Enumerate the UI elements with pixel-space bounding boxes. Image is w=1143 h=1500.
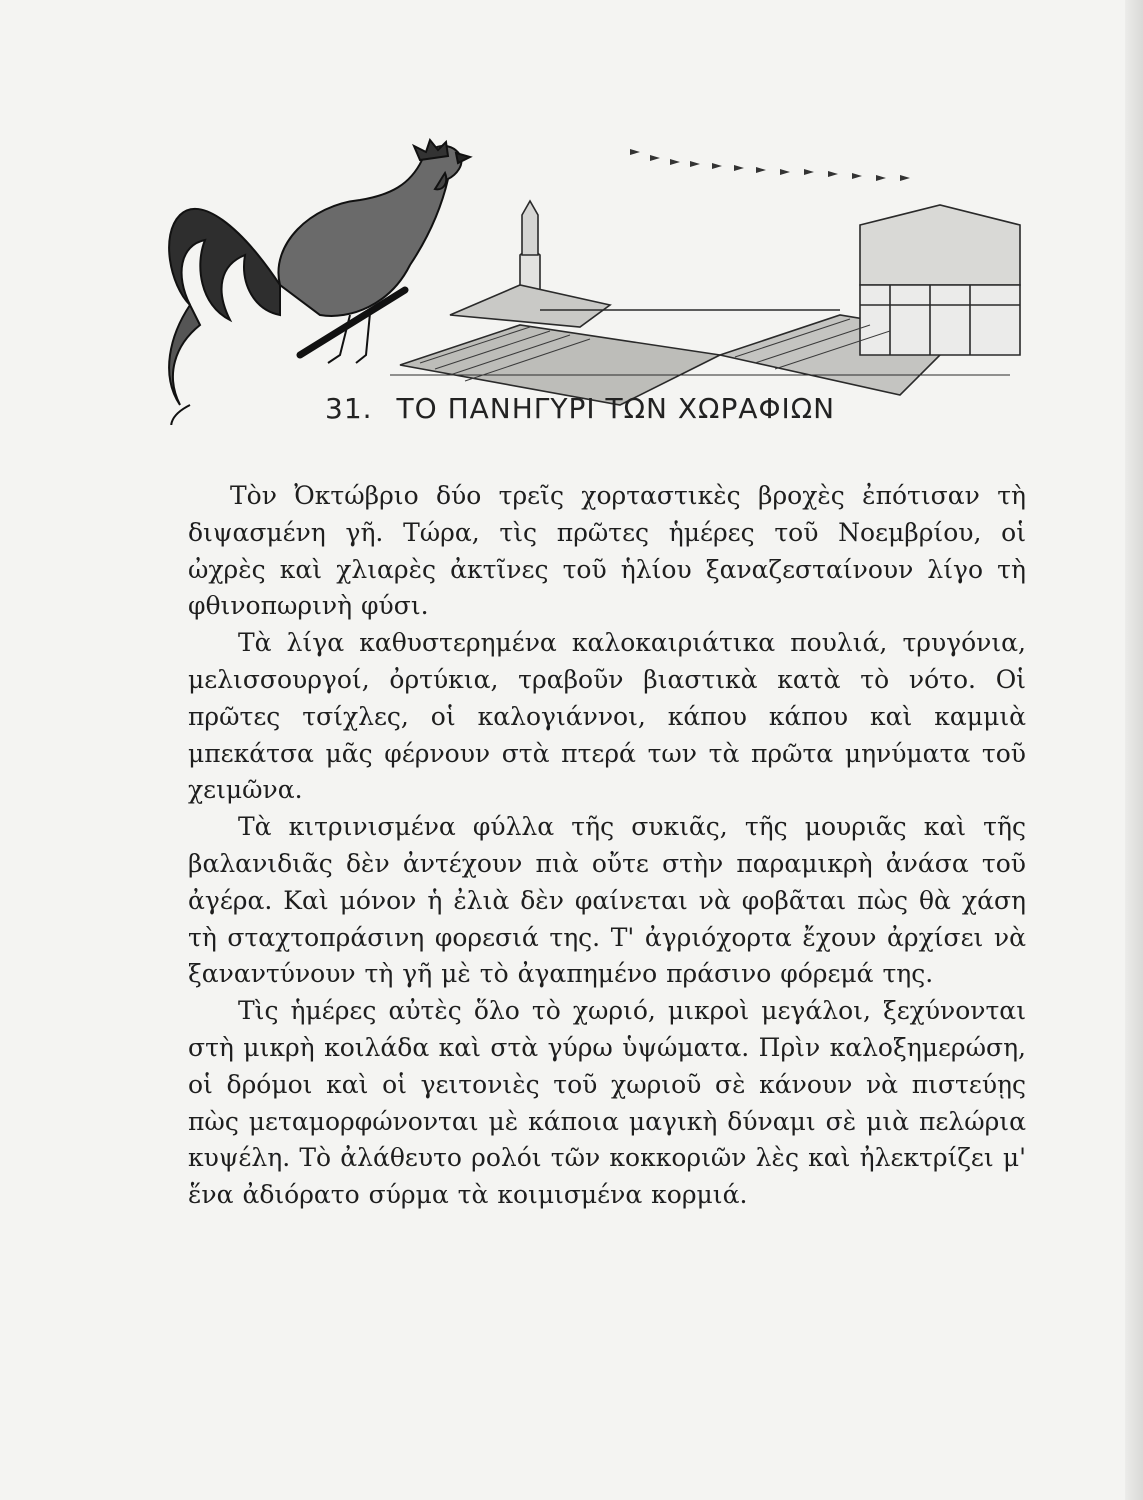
page-edge bbox=[1125, 0, 1143, 1500]
chapter-title-text: ΤΟ ΠΑΝΗΓΥΡΙ ΤΩΝ ΧΩΡΑΦΙΩΝ bbox=[396, 392, 836, 425]
article-body bbox=[188, 478, 1026, 1214]
rooster bbox=[169, 140, 470, 425]
paragraph: Τὸν Ὀκτώβριο δύο τρεῖς χορταστικὲς βροχὲς ἐπότισαν τὴ διψασμένη γῆ. Τώρα, τὶς πρῶτες ἡμέρες τοῦ Νοεμβρίου, οἱ ὠχρὲς καὶ χλιαρὲς ἀκτῖνες τοῦ ἡλίου ξαναζεσταίνουν λίγο τὴ φθινοπωρινὴ φύσι. bbox=[188, 481, 1026, 621]
chapter-title bbox=[325, 392, 1025, 425]
birds-flock bbox=[630, 149, 910, 181]
paragraph: Τὰ λίγα καθυστερημένα καλοκαιριάτικα πουλιά, τρυγόνια, μελισσουργοί, ὀρτύκια, τραβοῦν βιαστικὰ κατὰ τὸ νότο. Οἱ πρῶτες τσίχλες, οἱ καλογιάννοι, κάπου κάπου καὶ καμμιὰ μπεκάτσα μᾶς φέρνουν στὰ πτερά των τὰ πρῶτα μηνύματα τοῦ χειμῶνα. bbox=[188, 628, 1026, 805]
rooster-village-illustration bbox=[160, 105, 1040, 425]
paragraph: Τὶς ἡμέρες αὐτὲς ὅλο τὸ χωριό, μικροὶ μεγάλοι, ξεχύνονται στὴ μικρὴ κοιλάδα καὶ στὰ γύρω ὑψώματα. Πρὶν καλοξημερώση, οἱ δρόμοι καὶ οἱ γειτονιὲς τοῦ χωριοῦ σὲ κάνουν νὰ πιστεύῃς πὼς μεταμορφώνονται μὲ κάποια μαγικὴ δύναμι σὲ μιὰ πελώρια κυψέλη. Τὸ ἀλάθευτο ρολόι τῶν κοκκοριῶν λὲς καὶ ἠλεκτρίζει μ' ἕνα ἀδιόρατο σύρμα τὰ κοιμισμένα κορμιά. bbox=[188, 996, 1026, 1210]
chapter-number: 31. bbox=[325, 392, 373, 425]
paragraph: Τὰ κιτρινισμένα φύλλα τῆς συκιᾶς, τῆς μουριᾶς καὶ τῆς βαλανιδιᾶς δὲν ἀντέχουν πιὰ οὔτε στὴν παραμικρὴ ἀνάσα τοῦ ἀγέρα. Καὶ μόνον ἡ ἐλιὰ δὲν φαίνεται νὰ φοβᾶται πὼς θὰ χάση τὴ σταχτοπράσινη φορεσιά της. Τ' ἀγριόχορτα ἔχουν ἀρχίσει νὰ ξαναντύνουν τὴ γῆ μὲ τὸ ἀγαπημένο πράσινο φόρεμά της. bbox=[188, 812, 1026, 989]
